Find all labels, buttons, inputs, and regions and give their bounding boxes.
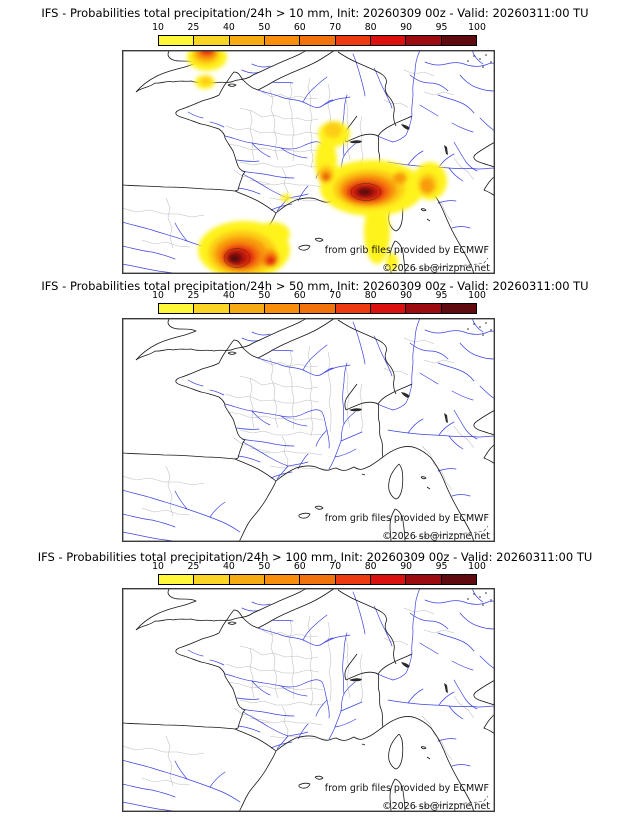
panel-1-colorbar xyxy=(158,35,477,46)
colorbar-segment xyxy=(300,575,335,584)
colorbar-segment xyxy=(336,36,371,45)
colorbar-segment xyxy=(159,304,194,313)
panel-2-colorbar xyxy=(158,303,477,314)
colorbar-segment xyxy=(194,36,229,45)
colorbar-segment xyxy=(159,36,194,45)
colorbar-segment xyxy=(194,304,229,313)
colorbar-tick-label: 100 xyxy=(468,561,486,572)
panel-3-title: IFS - Probabilities total precipitation/24h > 100 mm, Init: 20260309 00z - Valid: 20260311:00 TU xyxy=(37,550,593,564)
colorbar-tick-label: 40 xyxy=(222,561,235,572)
colorbar-segment xyxy=(230,575,265,584)
colorbar-tick-label: 90 xyxy=(400,290,413,301)
colorbar-tick-label: 60 xyxy=(293,561,306,572)
colorbar-segment xyxy=(442,304,476,313)
colorbar-tick-label: 80 xyxy=(364,22,377,33)
colorbar-tick-label: 40 xyxy=(222,290,235,301)
colorbar-tick-label: 70 xyxy=(329,290,342,301)
panel-2-colorbar-ticks xyxy=(152,290,486,301)
map-frame xyxy=(123,319,495,542)
colorbar-tick-label: 100 xyxy=(468,290,486,301)
colorbar-tick-label: 80 xyxy=(364,290,377,301)
colorbar-tick-label: 25 xyxy=(187,22,200,33)
colorbar-segment xyxy=(265,304,300,313)
colorbar-tick-label: 90 xyxy=(400,22,413,33)
panel-3-colorbar xyxy=(158,574,477,585)
colorbar-tick-label: 70 xyxy=(329,22,342,33)
colorbar-tick-label: 10 xyxy=(152,290,164,301)
colorbar-tick-label: 50 xyxy=(258,561,271,572)
ecmwf-credit-text: from grib files provided by ECMWF xyxy=(324,245,489,256)
colorbar-segment xyxy=(406,36,441,45)
map-frame xyxy=(123,51,495,274)
colorbar-segment xyxy=(371,36,406,45)
panel-1-colorbar-ticks xyxy=(152,22,486,33)
colorbar-segment xyxy=(371,575,406,584)
panel-1-title: IFS - Probabilities total precipitation/24h > 10 mm, Init: 20260309 00z - Valid: 20260311:00 TU xyxy=(41,6,589,20)
colorbar-segment xyxy=(159,575,194,584)
colorbar-tick-label: 60 xyxy=(293,290,306,301)
colorbar-tick-label: 70 xyxy=(329,561,342,572)
colorbar-tick-label: 50 xyxy=(258,22,271,33)
colorbar-segment xyxy=(230,304,265,313)
colorbar-segment xyxy=(442,575,476,584)
map-frame xyxy=(123,589,495,812)
colorbar-tick-label: 50 xyxy=(258,290,271,301)
colorbar-segment xyxy=(300,304,335,313)
colorbar-tick-label: 100 xyxy=(468,22,486,33)
copyright-text: ©2026 sb@irizpne.net xyxy=(382,531,490,542)
colorbar-segment xyxy=(265,575,300,584)
colorbar-tick-label: 95 xyxy=(435,561,448,572)
panel-3-colorbar-ticks xyxy=(152,561,486,572)
colorbar-segment xyxy=(194,575,229,584)
map-panel-100mm xyxy=(122,588,495,812)
colorbar-tick-label: 60 xyxy=(293,22,306,33)
colorbar-segment xyxy=(230,36,265,45)
ecmwf-credit-text: from grib files provided by ECMWF xyxy=(324,513,489,524)
colorbar-tick-label: 90 xyxy=(400,561,413,572)
colorbar-tick-label: 25 xyxy=(187,561,200,572)
map-panel-10mm xyxy=(122,50,495,274)
colorbar-tick-label: 10 xyxy=(152,561,164,572)
colorbar-segment xyxy=(336,575,371,584)
colorbar-segment xyxy=(300,36,335,45)
colorbar-segment xyxy=(406,304,441,313)
panel-2-title: IFS - Probabilities total precipitation/24h > 50 mm, Init: 20260309 00z - Valid: 20260311:00 TU xyxy=(41,279,589,293)
colorbar-tick-label: 80 xyxy=(364,561,377,572)
colorbar-segment xyxy=(265,36,300,45)
colorbar-tick-label: 25 xyxy=(187,290,200,301)
colorbar-segment xyxy=(336,304,371,313)
colorbar-tick-label: 95 xyxy=(435,22,448,33)
copyright-text: ©2026 sb@irizpne.net xyxy=(382,263,490,274)
colorbar-segment xyxy=(371,304,406,313)
colorbar-tick-label: 10 xyxy=(152,22,164,33)
colorbar-segment xyxy=(406,575,441,584)
ecmwf-credit-text: from grib files provided by ECMWF xyxy=(324,783,489,794)
copyright-text: ©2026 sb@irizpne.net xyxy=(382,801,490,812)
colorbar-segment xyxy=(442,36,476,45)
map-panel-50mm xyxy=(122,318,495,542)
colorbar-tick-label: 40 xyxy=(222,22,235,33)
colorbar-tick-label: 95 xyxy=(435,290,448,301)
